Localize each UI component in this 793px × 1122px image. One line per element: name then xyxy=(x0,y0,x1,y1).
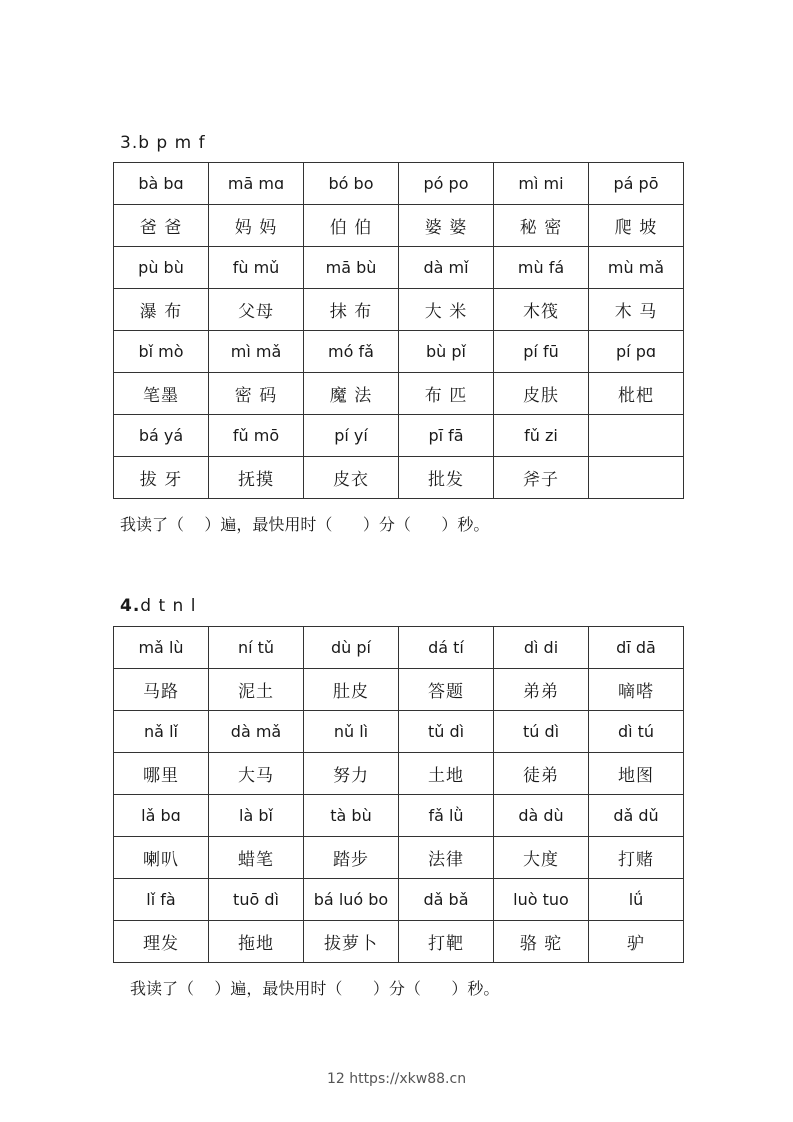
hanzi-cell: 拖地 xyxy=(209,921,304,963)
pinyin-cell: dà mǎ xyxy=(209,711,304,753)
hanzi-cell: 妈 妈 xyxy=(209,205,304,247)
hanzi-cell: 枇杷 xyxy=(589,373,684,415)
section-4-number: 4. xyxy=(120,596,141,616)
pinyin-cell: dǎ dǔ xyxy=(589,795,684,837)
hanzi-cell: 木 马 xyxy=(589,289,684,331)
hanzi-cell: 密 码 xyxy=(209,373,304,415)
hanzi-cell: 笔墨 xyxy=(114,373,209,415)
pinyin-cell: luò tuo xyxy=(494,879,589,921)
hanzi-cell: 嘀嗒 xyxy=(589,669,684,711)
pinyin-cell: lǐ fà xyxy=(114,879,209,921)
pinyin-cell: bó bo xyxy=(304,163,399,205)
pinyin-cell xyxy=(589,415,684,457)
table-row xyxy=(114,837,684,879)
pinyin-cell: mǎ lù xyxy=(114,627,209,669)
pinyin-cell: tǔ dì xyxy=(399,711,494,753)
hanzi-cell: 马路 xyxy=(114,669,209,711)
hanzi-cell: 土地 xyxy=(399,753,494,795)
pinyin-cell: pó po xyxy=(399,163,494,205)
table-row xyxy=(114,205,684,247)
pinyin-cell: pá pō xyxy=(589,163,684,205)
hanzi-cell: 皮肤 xyxy=(494,373,589,415)
table-row xyxy=(114,289,684,331)
table-row xyxy=(114,457,684,499)
pinyin-cell: mā mɑ xyxy=(209,163,304,205)
hanzi-cell: 斧子 xyxy=(494,457,589,499)
hanzi-cell: 批发 xyxy=(399,457,494,499)
pinyin-cell: bù pǐ xyxy=(399,331,494,373)
pinyin-cell: lǘ xyxy=(589,879,684,921)
pinyin-cell: mó fǎ xyxy=(304,331,399,373)
pinyin-cell: fǔ mō xyxy=(209,415,304,457)
table-row xyxy=(114,921,684,963)
hanzi-cell: 驴 xyxy=(589,921,684,963)
pinyin-cell: tú dì xyxy=(494,711,589,753)
pinyin-cell: mù mǎ xyxy=(589,247,684,289)
hanzi-cell: 法律 xyxy=(399,837,494,879)
pinyin-cell: bá luó bo xyxy=(304,879,399,921)
hanzi-cell: 打靶 xyxy=(399,921,494,963)
section-4-letters: d t n l xyxy=(140,596,197,616)
pinyin-cell: bǐ mò xyxy=(114,331,209,373)
pinyin-cell: dà mǐ xyxy=(399,247,494,289)
section-3-letters: b p m f xyxy=(138,133,206,153)
pinyin-cell: pí pɑ xyxy=(589,331,684,373)
hanzi-cell: 布 匹 xyxy=(399,373,494,415)
section-3-number: 3. xyxy=(120,133,139,153)
hanzi-cell: 拔萝卜 xyxy=(304,921,399,963)
hanzi-cell: 哪里 xyxy=(114,753,209,795)
hanzi-cell: 秘 密 xyxy=(494,205,589,247)
hanzi-cell: 爬 坡 xyxy=(589,205,684,247)
pinyin-cell: dì di xyxy=(494,627,589,669)
section-4-title xyxy=(120,596,196,616)
section-4-table xyxy=(113,626,684,963)
hanzi-cell: 肚皮 xyxy=(304,669,399,711)
table-row xyxy=(114,247,684,289)
hanzi-cell: 喇叭 xyxy=(114,837,209,879)
hanzi-cell: 抚摸 xyxy=(209,457,304,499)
table-row xyxy=(114,711,684,753)
pinyin-cell: lǎ bɑ xyxy=(114,795,209,837)
table-row xyxy=(114,163,684,205)
hanzi-cell: 父母 xyxy=(209,289,304,331)
pinyin-cell: là bǐ xyxy=(209,795,304,837)
pinyin-cell: dá tí xyxy=(399,627,494,669)
pinyin-cell: pù bù xyxy=(114,247,209,289)
hanzi-cell: 蜡笔 xyxy=(209,837,304,879)
hanzi-cell: 弟弟 xyxy=(494,669,589,711)
section-4-reading-record: 我读了（ ）遍，最快用时（ ）分（ ）秒。 xyxy=(130,979,500,998)
pinyin-cell: ní tǔ xyxy=(209,627,304,669)
hanzi-cell: 爸 爸 xyxy=(114,205,209,247)
hanzi-cell: 魔 法 xyxy=(304,373,399,415)
pinyin-cell: dì tú xyxy=(589,711,684,753)
hanzi-cell: 大度 xyxy=(494,837,589,879)
table-row xyxy=(114,753,684,795)
page-footer: 12 https://xkw88.cn xyxy=(326,1071,467,1087)
pinyin-cell: dà dù xyxy=(494,795,589,837)
hanzi-cell: 努力 xyxy=(304,753,399,795)
hanzi-cell: 大马 xyxy=(209,753,304,795)
pinyin-cell: tà bù xyxy=(304,795,399,837)
section-3-reading-record: 我读了（ ）遍，最快用时（ ）分（ ）秒。 xyxy=(120,515,490,534)
hanzi-cell: 伯 伯 xyxy=(304,205,399,247)
pinyin-cell: nǔ lì xyxy=(304,711,399,753)
hanzi-cell: 瀑 布 xyxy=(114,289,209,331)
hanzi-cell: 答题 xyxy=(399,669,494,711)
hanzi-cell: 婆 婆 xyxy=(399,205,494,247)
pinyin-cell: dǎ bǎ xyxy=(399,879,494,921)
section-3-table xyxy=(113,162,684,499)
hanzi-cell: 抹 布 xyxy=(304,289,399,331)
pinyin-cell: fù mǔ xyxy=(209,247,304,289)
pinyin-cell: pī fā xyxy=(399,415,494,457)
table-row xyxy=(114,415,684,457)
pinyin-cell: bá yá xyxy=(114,415,209,457)
hanzi-cell: 骆 驼 xyxy=(494,921,589,963)
hanzi-cell: 泥土 xyxy=(209,669,304,711)
pinyin-cell: pí fū xyxy=(494,331,589,373)
pinyin-cell: fǎ lǜ xyxy=(399,795,494,837)
pinyin-cell: tuō dì xyxy=(209,879,304,921)
pinyin-cell: dī dā xyxy=(589,627,684,669)
pinyin-cell: mì mǎ xyxy=(209,331,304,373)
hanzi-cell: 理发 xyxy=(114,921,209,963)
section-3-title xyxy=(120,133,206,153)
pinyin-cell: nǎ lǐ xyxy=(114,711,209,753)
hanzi-cell: 木筏 xyxy=(494,289,589,331)
pinyin-cell: pí yí xyxy=(304,415,399,457)
table-row xyxy=(114,627,684,669)
table-row xyxy=(114,373,684,415)
hanzi-cell: 拔 牙 xyxy=(114,457,209,499)
pinyin-cell: fǔ zi xyxy=(494,415,589,457)
table-row xyxy=(114,669,684,711)
table-row xyxy=(114,879,684,921)
pinyin-cell: mù fá xyxy=(494,247,589,289)
hanzi-cell: 大 米 xyxy=(399,289,494,331)
table-row xyxy=(114,795,684,837)
hanzi-cell: 皮衣 xyxy=(304,457,399,499)
pinyin-cell: bà bɑ xyxy=(114,163,209,205)
hanzi-cell: 打赌 xyxy=(589,837,684,879)
pinyin-cell: dù pí xyxy=(304,627,399,669)
table-row xyxy=(114,331,684,373)
hanzi-cell: 踏步 xyxy=(304,837,399,879)
hanzi-cell: 地图 xyxy=(589,753,684,795)
pinyin-cell: mì mi xyxy=(494,163,589,205)
hanzi-cell: 徒弟 xyxy=(494,753,589,795)
hanzi-cell xyxy=(589,457,684,499)
pinyin-cell: mā bù xyxy=(304,247,399,289)
